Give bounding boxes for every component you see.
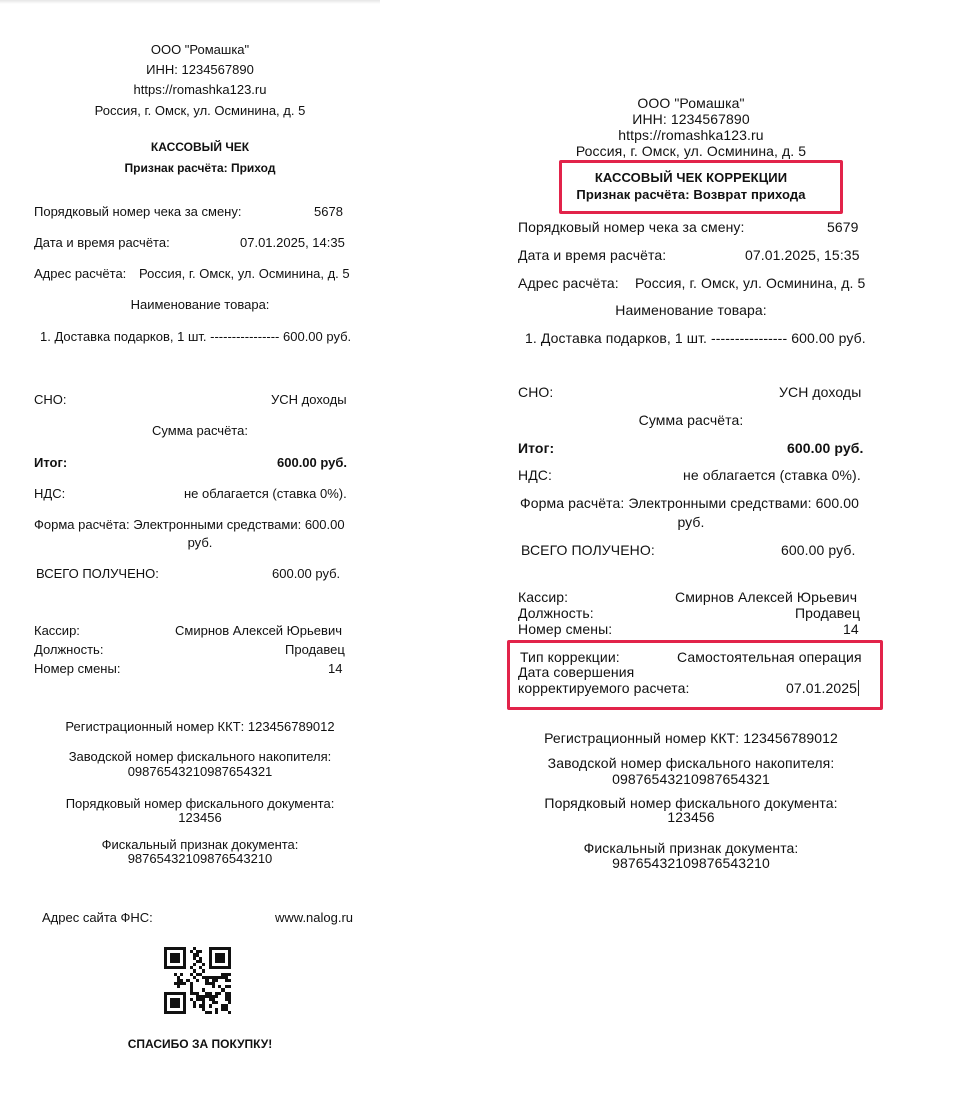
- receipt-correction: [505, 90, 877, 890]
- goods-header: Наименование товара:: [615, 302, 767, 318]
- fd-label: Порядковый номер фискального документа:: [65, 796, 335, 811]
- vat-value: не облагается (ставка 0%).: [184, 486, 347, 501]
- sno-value: УСН доходы: [271, 392, 347, 407]
- received-value: 600.00 руб.: [781, 542, 856, 558]
- shift-label: Номер смены:: [34, 661, 121, 676]
- fns-label: Адрес сайта ФНС:: [42, 910, 153, 925]
- total-label: Итог:: [518, 440, 555, 456]
- goods-line: 1. Доставка подарков, 1 шт. ---------------- 600.00 руб.: [525, 330, 866, 346]
- shift-value: 14: [843, 621, 859, 637]
- datetime-label: Дата и время расчёта:: [34, 235, 170, 250]
- fns-value: www.nalog.ru: [275, 910, 354, 925]
- payment-line-2: руб.: [677, 514, 705, 530]
- fd-value: 123456: [667, 809, 715, 825]
- total-label: Итог:: [34, 455, 68, 470]
- shift-label: Номер смены:: [518, 621, 613, 637]
- company-address: Россия, г. Омск, ул. Осминина, д. 5: [94, 103, 306, 118]
- received-value: 600.00 руб.: [272, 566, 341, 581]
- correction-date-label-line-1: Дата совершения: [518, 664, 635, 680]
- fp-label: Фискальный признак документа:: [101, 837, 299, 852]
- position-label: Должность:: [34, 642, 104, 657]
- goods-header: Наименование товара:: [130, 297, 270, 312]
- thanks-message: СПАСИБО ЗА ПОКУПКУ!: [127, 1037, 273, 1051]
- fn-value: 0987654321098765432​1: [612, 771, 770, 787]
- vat-value: не облагается (ставка 0%).: [683, 467, 861, 483]
- correction-date-value: 07.01.2025: [786, 680, 858, 696]
- receipt-no-label: Порядковый номер чека за смену:: [518, 219, 745, 235]
- total-value: 600.00 руб.: [787, 440, 864, 456]
- correction-type-value: Самостоятельная операция: [677, 649, 862, 665]
- qr-code: [164, 947, 231, 1014]
- receipt-no-value: 5678: [314, 204, 343, 219]
- total-value: 600.00 руб.: [277, 455, 348, 470]
- fn-label: Заводской номер фискального накопителя:: [68, 749, 332, 764]
- correction-date-label-line-2: корректируемого расчета:: [518, 680, 690, 696]
- position-value: Продавец: [285, 642, 345, 657]
- company-name: ООО "Ромашка": [637, 95, 745, 111]
- website: https://romashka123.ru: [133, 82, 267, 97]
- receipt-no-value: 5679: [827, 219, 859, 235]
- datetime-value: 07.01.2025, 15:35: [745, 247, 860, 263]
- cashier-value: Смирнов Алексей Юрьевич: [175, 623, 342, 638]
- position-value: Продавец: [795, 605, 861, 621]
- fp-label: Фискальный признак документа:: [583, 840, 799, 856]
- position-label: Должность:: [518, 605, 594, 621]
- cashier-value: Смирнов Алексей Юрьевич: [675, 589, 858, 605]
- kkt-reg-number: Регистрационный номер ККТ: 123456789012: [544, 730, 838, 746]
- correction-type-label: Тип коррекции:: [520, 649, 620, 665]
- company-address: Россия, г. Омск, ул. Осминина, д. 5: [575, 143, 807, 159]
- kkt-reg-number: Регистрационный номер ККТ: 123456789012: [65, 719, 335, 734]
- fd-value: 123456: [178, 810, 222, 825]
- calc-address-label: Адрес расчёта:: [518, 275, 619, 291]
- fn-label: Заводской номер фискального накопителя:: [547, 755, 835, 771]
- datetime-value: 07.01.2025, 14:35: [240, 235, 345, 250]
- calc-sign: Признак расчёта: Приход: [124, 161, 276, 175]
- sno-value: УСН доходы: [779, 384, 862, 400]
- inn: ИНН: 1234567890: [146, 62, 254, 77]
- fn-value: 0987654321098765432​1: [127, 764, 273, 779]
- shift-value: 14: [328, 661, 343, 676]
- payment-line-1: Форма расчёта: Электронными средствами: 600.00: [34, 517, 345, 532]
- receipt-title: КАССОВЫЙ ЧЕК: [150, 140, 250, 154]
- sno-label: СНО:: [34, 392, 67, 407]
- vat-label: НДС:: [34, 486, 66, 501]
- fp-value: 98765432109876543210: [612, 855, 770, 871]
- cashier-label: Кассир:: [518, 589, 569, 605]
- received-label: ВСЕГО ПОЛУЧЕНО:: [36, 566, 159, 581]
- fd-label: Порядковый номер фискального документа:: [544, 795, 838, 811]
- fp-value: 98765432109876543210: [127, 851, 273, 866]
- calc-address-value: Россия, г. Омск, ул. Осминина, д. 5: [139, 266, 350, 281]
- receipt-no-label: Порядковый номер чека за смену:: [34, 204, 242, 219]
- payment-line-1: Форма расчёта: Электронными средствами: 600.00: [520, 495, 860, 511]
- sum-header: Сумма расчёта:: [638, 412, 744, 428]
- company-name: ООО "Ромашка": [150, 42, 250, 57]
- vat-label: НДС:: [518, 467, 552, 483]
- datetime-label: Дата и время расчёта:: [518, 247, 667, 263]
- sno-label: СНО:: [518, 384, 554, 400]
- website: https://romashka123.ru: [618, 127, 764, 143]
- sum-header: Сумма расчёта:: [152, 423, 248, 438]
- calc-address-label: Адрес расчёта:: [34, 266, 127, 281]
- calc-address-value: Россия, г. Омск, ул. Осминина, д. 5: [635, 275, 866, 291]
- received-label: ВСЕГО ПОЛУЧЕНО:: [521, 542, 655, 558]
- receipt-title: КАССОВЫЙ ЧЕК КОРРЕКЦИИ: [594, 170, 788, 185]
- calc-sign: Признак расчёта: Возврат прихода: [576, 187, 806, 202]
- inn: ИНН: 1234567890: [632, 111, 750, 127]
- cashier-label: Кассир:: [34, 623, 80, 638]
- goods-line: 1. Доставка подарков, 1 шт. ---------------- 600.00 руб.: [40, 329, 352, 344]
- receipt-sale: [20, 16, 380, 1076]
- payment-line-2: руб.: [187, 535, 213, 550]
